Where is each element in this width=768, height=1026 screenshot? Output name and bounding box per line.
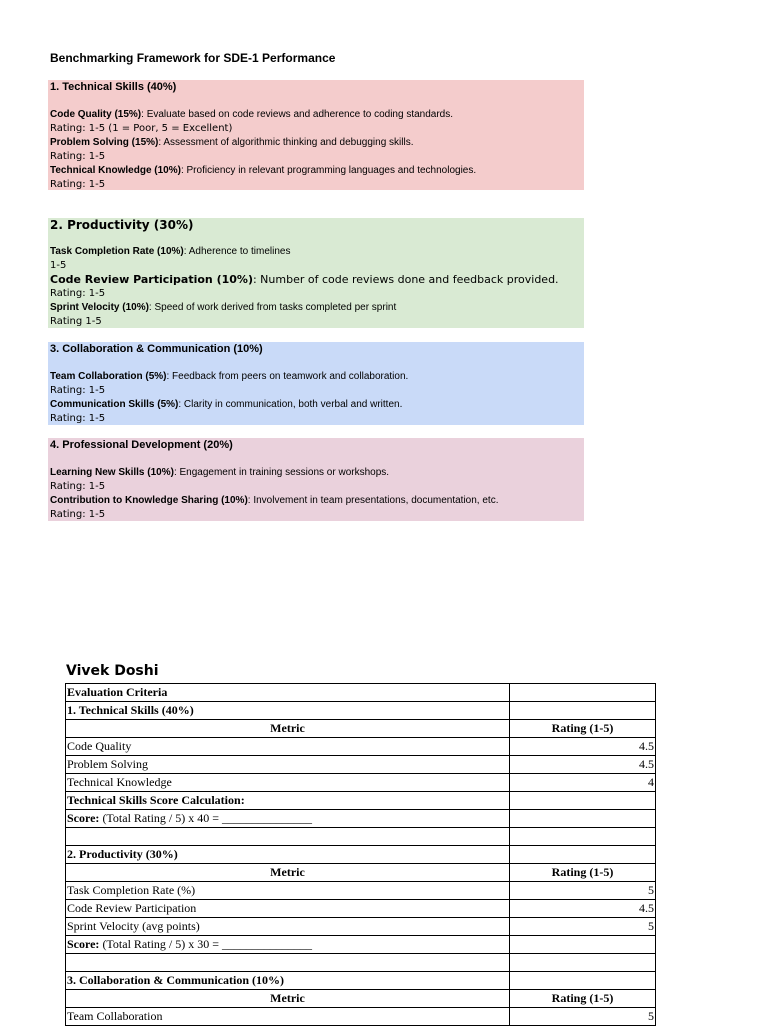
table-row [66,810,656,828]
criterion-description: : Involvement in team presentations, documentation, etc. [247,495,499,506]
empty-cell [510,702,656,720]
empty-cell [510,846,656,864]
metric-cell: Team Collaboration [66,1008,510,1026]
criterion-line [50,466,582,480]
criterion-line [50,108,582,122]
table-row [66,702,656,720]
table-row [66,882,656,900]
table-row [66,972,656,990]
rating-cell[interactable]: 5 [510,882,656,900]
score-label: Score: [67,811,100,825]
rating-cell[interactable]: 4 [510,774,656,792]
section-heading: 4. Professional Development (20%) [50,439,233,451]
table-row [66,738,656,756]
criterion-label: Team Collaboration (5%) [50,371,167,382]
empty-cell [66,828,510,846]
table-row [66,1008,656,1026]
criterion-label: Code Quality (15%) [50,109,142,120]
rating-header-cell: Rating (1-5) [510,990,656,1008]
criterion-line [50,494,582,508]
criterion-label: Technical Knowledge (10%) [50,165,181,176]
document-title: Benchmarking Framework for SDE-1 Performance [50,51,336,65]
rating-cell[interactable]: 4.5 [510,756,656,774]
criterion-label: Contribution to Knowledge Sharing (10%) [50,495,248,506]
calculation-label-cell: Technical Skills Score Calculation: [66,792,510,810]
rating-cell[interactable]: 5 [510,918,656,936]
table-row [66,936,656,954]
section-collaboration [48,342,584,425]
criterion-description: : Speed of work derived from tasks completed per sprint [148,302,397,313]
empty-cell [510,954,656,972]
table-row [66,792,656,810]
metric-cell: Code Quality [66,738,510,756]
criterion-description: : Assessment of algorithmic thinking and debugging skills. [158,137,414,148]
table-row [66,954,656,972]
criteria-header-cell: Evaluation Criteria [66,684,510,702]
rating-line: Rating: 1-5 [50,151,106,162]
table-row [66,756,656,774]
rating-line: Rating: 1-5 [50,509,106,520]
metric-header-cell: Metric [66,864,510,882]
criterion-label: Task Completion Rate (10%) [50,246,184,257]
rating-line: Rating: 1-5 [50,179,106,190]
rating-line: Rating 1-5 [50,316,102,327]
section-professional-development [48,438,584,521]
section-heading-cell: 3. Collaboration & Communication (10%) [66,972,510,990]
empty-cell [510,792,656,810]
criterion-line [50,301,582,315]
criterion-label: Problem Solving (15%) [50,137,159,148]
rating-line: Rating: 1-5 [50,481,106,492]
rating-cell[interactable]: 4.5 [510,900,656,918]
section-heading: 3. Collaboration & Communication (10%) [50,343,263,355]
criterion-description: : Clarity in communication, both verbal and written. [178,399,403,410]
metric-cell: Task Completion Rate (%) [66,882,510,900]
table-row [66,828,656,846]
section-heading: 2. Productivity (30%) [50,218,194,232]
rating-line: Rating: 1-5 [50,385,106,396]
empty-cell [510,972,656,990]
criterion-label: Learning New Skills (10%) [50,467,174,478]
score-formula-cell [66,936,510,954]
rating-line: Rating: 1-5 [50,413,106,424]
criterion-line [50,245,582,259]
table-row [66,846,656,864]
criterion-description: : Number of code reviews done and feedback provided. [252,273,559,286]
criterion-line [50,398,582,412]
table-row [66,918,656,936]
criterion-description: : Adherence to timelines [183,246,291,257]
rating-line: Rating: 1-5 [50,288,106,299]
score-formula-cell [66,810,510,828]
criterion-description: : Engagement in training sessions or workshops. [173,467,390,478]
section-technical-skills [48,80,584,190]
criterion-label: Code Review Participation (10%) [50,273,253,286]
criterion-line [50,370,582,384]
criterion-description: : Evaluate based on code reviews and adherence to coding standards. [141,109,454,120]
rating-header-cell: Rating (1-5) [510,720,656,738]
metric-cell: Code Review Participation [66,900,510,918]
section-heading: 1. Technical Skills (40%) [50,81,177,93]
rating-line: 1-5 [50,260,67,271]
criterion-line [50,273,582,287]
metric-cell: Problem Solving [66,756,510,774]
score-formula: (Total Rating / 5) x 30 = _______________ [99,937,313,951]
evaluation-table [65,683,656,1026]
table-row [66,684,656,702]
empty-cell[interactable] [510,936,656,954]
metric-header-cell: Metric [66,720,510,738]
metric-cell: Technical Knowledge [66,774,510,792]
table-row [66,774,656,792]
score-formula: (Total Rating / 5) x 40 = _______________ [99,811,313,825]
metric-header-cell: Metric [66,990,510,1008]
criterion-description: : Proficiency in relevant programming languages and technologies. [180,165,477,176]
criterion-line [50,164,582,178]
empty-cell [66,954,510,972]
table-row [66,990,656,1008]
table-row [66,900,656,918]
section-heading-cell: 2. Productivity (30%) [66,846,510,864]
section-heading-cell: 1. Technical Skills (40%) [66,702,510,720]
criterion-line [50,136,582,150]
empty-cell[interactable] [510,810,656,828]
rating-cell[interactable]: 5 [510,1008,656,1026]
section-productivity [48,218,584,328]
criterion-description: : Feedback from peers on teamwork and collaboration. [166,371,409,382]
employee-name: Vivek Doshi [66,663,159,679]
metric-cell: Sprint Velocity (avg points) [66,918,510,936]
criterion-label: Sprint Velocity (10%) [50,302,149,313]
table-row [66,720,656,738]
empty-cell [510,684,656,702]
empty-cell [510,828,656,846]
score-label: Score: [67,937,100,951]
table-row [66,864,656,882]
rating-cell[interactable]: 4.5 [510,738,656,756]
rating-header-cell: Rating (1-5) [510,864,656,882]
rating-line: Rating: 1-5 (1 = Poor, 5 = Excellent) [50,123,233,134]
criterion-label: Communication Skills (5%) [50,399,179,410]
